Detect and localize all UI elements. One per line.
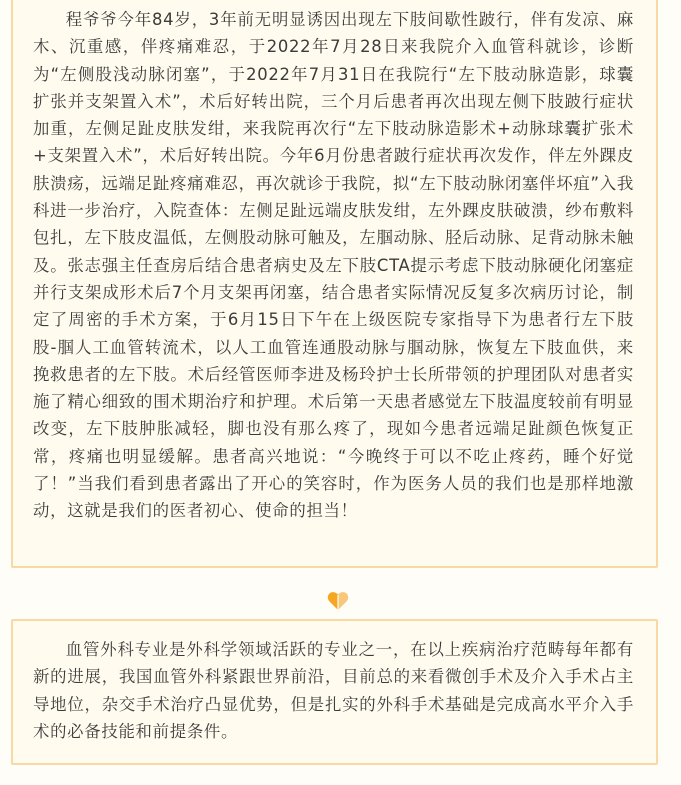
story-card (11, 0, 658, 568)
heart-divider (327, 591, 349, 611)
heart-icon (327, 591, 349, 611)
story-paragraph: 程爷爷今年84岁，3年前无明显诱因出现左下肢间歇性跛行，伴有发凉、麻木、沉重感，伴疼痛难忍，于2022年7月28日来我院介入血管科就诊，诊断为“左侧股浅动脉闭塞”，于2022年7月31日在我院行“左下肢动脉造影，球囊扩张并支架置入术”，术后好转出院，三个月后患者再次出现左侧下肢跛行症状加重，左侧足趾皮肤发绀，来我院再次行“左下肢动脉造影术+动脉球囊扩张术+支架置入术”，术后好转出院。今年6月份患者跛行症状再次发作，伴左外踝皮肤溃疡，远端足趾疼痛难忍，再次就诊于我院，拟“左下肢动脉闭塞伴坏疽”入我科进一步治疗，入院查体：左侧足趾远端皮肤发绀，左外踝皮肤破溃，纱布敷料包扎，左下肢皮温低，左侧股动脉可触及，左腘动脉、胫后动脉、足背动脉未触及。张志强主任查房后结合患者病史及左下肢CTA提示考虑下肢动脉硬化闭塞症并行支架成形术后7个月支架再闭塞，结合患者实际情况反复多次病历讨论，制定了周密的手术方案，于6月15日下午在上级医院专家指导下为患者行左下肢股-腘人工血管转流术，以人工血管连通股动脉与腘动脉，恢复左下肢血供，来挽救患者的左下肢。术后经管医师李进及杨玲护士长所带领的护理团队对患者实施了精心细致的围术期治疗和护理。术后第一天患者感觉左下肢温度较前有明显改变，左下肢肿胀减轻，脚也没有那么疼了，现如今患者远端足趾颜色恢复正常，疼痛也明显缓解。患者高兴地说：“今晚终于可以不吃止疼药，睡个好觉了！”当我们看到患者露出了开心的笑容时，作为医务人员的我们也是那样地激动，这就是我们的医者初心、使命的担当！ (33, 10, 634, 521)
summary-paragraph: 血管外科专业是外科学领域活跃的专业之一，在以上疾病治疗范畴每年都有新的进展，我国血管外科紧跟世界前沿，目前总的来看微创手术及介入手术占主导地位，杂交手术治疗凸显优势，但是扎实的外科手术基础是完成高水平介入手术的必备技能和前提条件。 (33, 640, 634, 741)
summary-card (11, 619, 658, 765)
